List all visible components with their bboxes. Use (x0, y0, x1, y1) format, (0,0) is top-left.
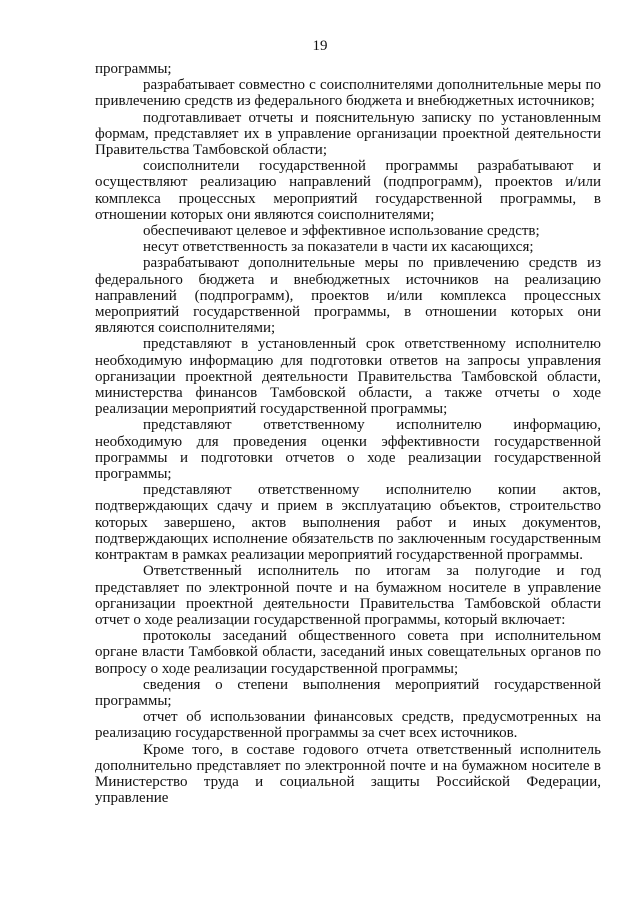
paragraph: протоколы заседаний общественного совета при исполнительном органе власти Тамбовкой области, заседаний иных совещательных органов по вопросу о ходе реализации государственной программы; (95, 628, 601, 677)
paragraph: разрабатывают дополнительные меры по привлечению средств из федерального бюджета и внебюджетных источников на реализацию направлений (подпрограмм), проектов и/или комплекса процессных мероприятий государственной программы, в отношении которых они являются соисполнителями; (95, 255, 601, 337)
body-text (95, 61, 601, 806)
paragraph: обеспечивают целевое и эффективное использование средств; (143, 223, 540, 240)
paragraph: подготавливает отчеты и пояснительную записку по установленным формам, представляет их в управление организации проектной деятельности Правительства Тамбовской области; (95, 109, 601, 159)
paragraph: Кроме того, в составе годового отчета ответственный исполнитель дополнительно представляет по электронной почте и на бумажном носителе в Министерство труда и социальной защиты Российской Федерации, управление (95, 741, 601, 807)
paragraph: соисполнители государственной программы разрабатывают и осуществляют реализацию направлений (подпрограмм), проектов и/или комплекса процессных мероприятий государственной программы, в отношении которых они являются соисполнителями; (95, 158, 601, 223)
paragraph: программы; (95, 61, 172, 77)
paragraph: разрабатывает совместно с соисполнителями дополнительные меры по привлечению средств из федерального бюджета и внебюджетных источников; (95, 77, 601, 110)
page-number: 19 (312, 38, 328, 54)
paragraph: отчет об использовании финансовых средств, предусмотренных на реализацию государственной программы за счет всех источников. (95, 709, 601, 742)
paragraph: несут ответственность за показатели в части их касающихся; (143, 239, 534, 256)
paragraph: сведения о степени выполнения мероприятий государственной программы; (95, 676, 601, 709)
paragraph: представляют ответственному исполнителю информацию, необходимую для проведения оценки эффективности государственной программы и подготовки отчетов о ходе реализации государственной программы; (95, 417, 601, 483)
paragraph: Ответственный исполнитель по итогам за полугодие и год представляет по электронной почте и на бумажном носителе в управление организации проектной деятельности Правительства Тамбовской области отчет о ходе реализации государственной программы, который включает: (95, 563, 601, 628)
paragraph: представляют в установленный срок ответственному исполнителю необходимую информацию для подготовки ответов на запросы управления организации проектной деятельности Правительства Тамбовской области, министерства финансов Тамбовской области, а также отчеты о ходе реализации мероприятий государственной программы; (95, 336, 601, 418)
paragraph: представляют ответственному исполнителю копии актов, подтверждающих сдачу и прием в эксплуатацию объектов, строительство которых завершено, актов выполнения работ и иных документов, подтверждающих исполнение обязательств по заключенным государственным контрактам в рамках реализации мероприятий государственной программы. (95, 482, 601, 564)
